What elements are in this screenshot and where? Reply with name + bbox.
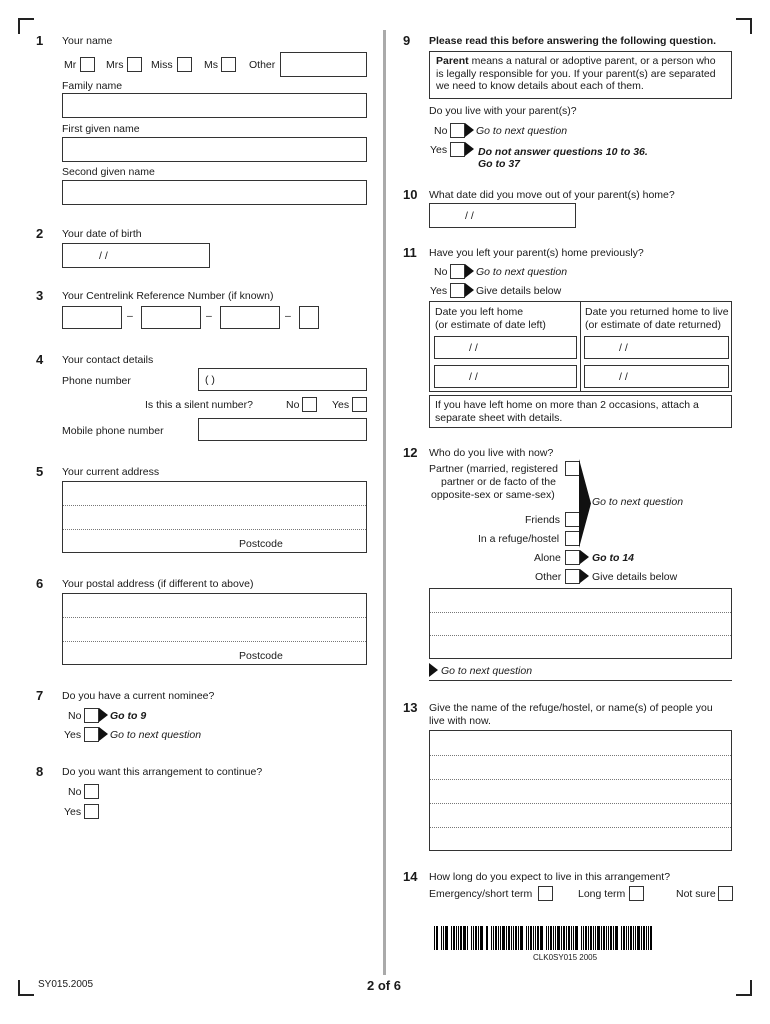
nominee-no-checkbox[interactable] xyxy=(84,708,99,723)
barcode-gap xyxy=(544,926,545,950)
refuge-checkbox[interactable] xyxy=(565,531,580,546)
barcode-bar xyxy=(557,926,560,950)
barcode-bar xyxy=(590,926,592,950)
title-other-label: Other xyxy=(249,59,276,71)
details-line-divider xyxy=(430,612,731,613)
barcode-gap xyxy=(489,926,490,950)
short-term-label: Emergency/short term xyxy=(429,888,533,900)
title-mr-label: Mr xyxy=(64,59,77,71)
title-miss-checkbox[interactable] xyxy=(177,57,192,72)
continue-no-label: No xyxy=(68,786,82,798)
q12-number: 12 xyxy=(403,445,418,460)
arrow-right-icon xyxy=(580,569,589,583)
postal-postcode-label: Postcode xyxy=(239,650,283,662)
barcode-bar xyxy=(513,926,514,950)
barcode-bar xyxy=(566,926,567,950)
barcode-bar xyxy=(486,926,488,950)
barcode-bar xyxy=(643,926,645,950)
q11-number: 11 xyxy=(403,245,417,260)
barcode-bar xyxy=(533,926,534,950)
silent-yes-checkbox[interactable] xyxy=(352,397,367,412)
barcode-bar xyxy=(526,926,527,950)
q8-number: 8 xyxy=(36,764,44,779)
crn-dash-2: – xyxy=(206,310,212,322)
barcode-bar xyxy=(641,926,642,950)
friends-checkbox[interactable] xyxy=(565,512,580,527)
crn-segment-3[interactable] xyxy=(220,306,280,329)
nominee-no-label: No xyxy=(68,710,82,722)
barcode-text: CLK0SY015 2005 xyxy=(533,953,598,962)
parent-definition-term: Parent xyxy=(436,55,469,67)
address-line-divider xyxy=(63,617,366,618)
barcode-bar xyxy=(561,926,562,950)
family-name-label: Family name xyxy=(62,80,123,92)
long-term-label: Long term xyxy=(578,888,626,900)
other-label: Other xyxy=(535,571,562,583)
arrow-right-icon xyxy=(465,283,474,297)
postal-address-field[interactable] xyxy=(62,593,367,665)
left-previously-no-checkbox[interactable] xyxy=(450,264,465,279)
move-out-date-field[interactable] xyxy=(429,203,576,228)
corner-mark-top-right xyxy=(736,18,752,34)
title-miss-label: Miss xyxy=(151,59,173,71)
q9-heading: Please read this before answering the following question. xyxy=(429,35,717,47)
family-name-field[interactable] xyxy=(62,93,367,118)
barcode-bar xyxy=(628,926,629,950)
title-ms-label: Ms xyxy=(204,59,218,71)
friends-label: Friends xyxy=(525,514,561,526)
other-checkbox[interactable] xyxy=(565,569,580,584)
barcode-bar xyxy=(575,926,578,950)
barcode-gap xyxy=(484,926,485,950)
nominee-no-goto: Go to 9 xyxy=(110,710,147,722)
date-left-header: Date you left home xyxy=(435,306,524,318)
barcode-bar xyxy=(473,926,474,950)
barcode-bar xyxy=(633,926,634,950)
silent-no-checkbox[interactable] xyxy=(302,397,317,412)
arrow-right-icon xyxy=(580,550,589,564)
barcode-bar xyxy=(528,926,529,950)
corner-mark-bottom-right xyxy=(736,980,752,996)
q1-number: 1 xyxy=(36,33,44,48)
barcode-bar xyxy=(530,926,532,950)
barcode-bar xyxy=(434,926,435,950)
barcode-bar xyxy=(506,926,507,950)
barcode-bar xyxy=(443,926,444,950)
barcode-bar xyxy=(601,926,602,950)
barcode-bar xyxy=(445,926,448,950)
q3-label: Your Centrelink Reference Number (if known) xyxy=(62,290,274,302)
parent-definition-text: means a natural or adoptive parent, or a person who is legally responsible for you. If your parent(s) are separated we need to know details about each of them. xyxy=(436,55,716,92)
date-mask: / / xyxy=(619,371,628,383)
barcode-bar xyxy=(637,926,640,950)
barcode-bar xyxy=(467,926,468,950)
barcode-bar xyxy=(480,926,483,950)
barcode-bar xyxy=(518,926,519,950)
page-number: 2 of 6 xyxy=(367,978,401,993)
details-line-divider xyxy=(430,803,731,804)
phone-area-mask: ( ) xyxy=(205,374,215,386)
section-rule xyxy=(429,680,732,681)
arrow-right-icon xyxy=(99,708,108,722)
barcode-bar xyxy=(585,926,587,950)
arrow-right-icon xyxy=(429,663,438,677)
phone-label: Phone number xyxy=(62,375,131,387)
q4-number: 4 xyxy=(36,352,44,367)
second-name-label: Second given name xyxy=(62,166,155,178)
barcode-bar xyxy=(478,926,479,950)
refuge-label: In a refuge/hostel xyxy=(478,533,560,545)
date-left-field-1[interactable] xyxy=(434,336,577,359)
q13-number: 13 xyxy=(403,700,418,715)
mobile-field[interactable] xyxy=(198,418,367,441)
barcode-bar xyxy=(608,926,609,950)
q2-number: 2 xyxy=(36,226,44,241)
date-returned-field-1[interactable] xyxy=(584,336,729,359)
crn-segment-2[interactable] xyxy=(141,306,201,329)
crn-dash-1: – xyxy=(127,310,133,322)
current-address-field[interactable] xyxy=(62,481,367,553)
q8-label: Do you want this arrangement to continue? xyxy=(62,766,263,778)
arrow-right-icon xyxy=(465,264,474,278)
nominee-yes-goto: Go to next question xyxy=(110,729,202,741)
barcode-bar xyxy=(646,926,647,950)
barcode-bar xyxy=(563,926,565,950)
barcode-bar xyxy=(635,926,636,950)
barcode-bar xyxy=(458,926,459,950)
date-of-birth-mask: / / xyxy=(99,250,108,262)
continue-yes-label: Yes xyxy=(64,806,82,818)
barcode-bar xyxy=(581,926,582,950)
crn-segment-1[interactable] xyxy=(62,306,122,329)
group-goto: Go to next question xyxy=(592,496,684,508)
arrow-right-icon xyxy=(99,727,108,741)
phone-field[interactable] xyxy=(198,368,367,391)
q10-label: What date did you move out of your parent(s) home? xyxy=(429,189,675,201)
date-left-subheader: (or estimate of date left) xyxy=(435,319,546,331)
q5-label: Your current address xyxy=(62,466,160,478)
left-previously-no-label: No xyxy=(434,266,448,278)
move-out-date-mask: / / xyxy=(465,210,474,222)
silent-yes-label: Yes xyxy=(332,399,350,411)
barcode-gap xyxy=(439,926,440,950)
people-live-with-field[interactable] xyxy=(429,730,732,851)
continue-yes-checkbox[interactable] xyxy=(84,804,99,819)
q13-label-line2: live with now. xyxy=(429,715,491,727)
left-previously-no-goto: Go to next question xyxy=(476,266,568,278)
q12-label: Who do you live with now? xyxy=(429,447,554,459)
date-mask: / / xyxy=(469,342,478,354)
q1-label: Your name xyxy=(62,35,113,47)
live-parents-yes-goto-2: Go to 37 xyxy=(478,158,521,170)
barcode-bar xyxy=(453,926,455,950)
arrow-right-icon xyxy=(465,123,474,137)
barcode-bar xyxy=(630,926,632,950)
second-name-field[interactable] xyxy=(62,180,367,205)
address-line-divider xyxy=(63,641,366,642)
not-sure-checkbox[interactable] xyxy=(718,886,733,901)
corner-mark-top-left xyxy=(18,18,34,34)
barcode xyxy=(434,926,704,950)
barcode-bar xyxy=(456,926,457,950)
title-ms-checkbox[interactable] xyxy=(221,57,236,72)
barcode-bar xyxy=(568,926,570,950)
barcode-bar xyxy=(540,926,543,950)
barcode-gap xyxy=(619,926,620,950)
barcode-bar xyxy=(621,926,622,950)
date-left-field-2[interactable] xyxy=(434,365,577,388)
alone-checkbox[interactable] xyxy=(565,550,580,565)
live-parents-no-label: No xyxy=(434,125,448,137)
live-parents-no-goto: Go to next question xyxy=(476,125,568,137)
q9-question: Do you live with your parent(s)? xyxy=(429,105,577,117)
barcode-bar xyxy=(606,926,607,950)
details-line-divider xyxy=(430,827,731,828)
live-parents-yes-label: Yes xyxy=(430,144,448,156)
partner-label-line1: Partner (married, registered xyxy=(429,463,558,475)
address-line-divider xyxy=(63,505,366,506)
left-previously-yes-checkbox[interactable] xyxy=(450,283,465,298)
barcode-bar xyxy=(493,926,494,950)
barcode-bar xyxy=(597,926,600,950)
barcode-bar xyxy=(546,926,547,950)
barcode-bar xyxy=(515,926,517,950)
barcode-bar xyxy=(451,926,452,950)
live-parents-no-checkbox[interactable] xyxy=(450,123,465,138)
other-details-field[interactable] xyxy=(429,588,732,659)
crn-check-digit[interactable] xyxy=(299,306,319,329)
continue-no-checkbox[interactable] xyxy=(84,784,99,799)
barcode-bar xyxy=(475,926,477,950)
date-returned-header: Date you returned home to live xyxy=(585,306,729,318)
barcode-bar xyxy=(571,926,572,950)
group-bracket-arrow-icon xyxy=(579,459,591,548)
title-mrs-checkbox[interactable] xyxy=(127,57,142,72)
alone-goto: Go to 14 xyxy=(592,552,635,564)
q6-number: 6 xyxy=(36,576,44,591)
current-postcode-label: Postcode xyxy=(239,538,283,550)
barcode-bar xyxy=(650,926,652,950)
details-line-divider xyxy=(430,635,731,636)
barcode-bar xyxy=(535,926,536,950)
details-line-divider xyxy=(430,779,731,780)
crn-dash-3: – xyxy=(285,310,291,322)
barcode-bar xyxy=(573,926,574,950)
barcode-bar xyxy=(615,926,618,950)
barcode-bar xyxy=(471,926,472,950)
barcode-bar xyxy=(495,926,497,950)
short-term-checkbox[interactable] xyxy=(538,886,553,901)
nominee-yes-label: Yes xyxy=(64,729,82,741)
barcode-bar xyxy=(537,926,539,950)
barcode-gap xyxy=(579,926,580,950)
barcode-bar xyxy=(648,926,649,950)
barcode-bar xyxy=(460,926,462,950)
partner-label-line2: partner or de facto of the xyxy=(441,476,556,488)
other-goto: Give details below xyxy=(592,571,678,583)
barcode-bar xyxy=(502,926,505,950)
left-previously-yes-label: Yes xyxy=(430,285,448,297)
details-line-divider xyxy=(430,755,731,756)
barcode-bar xyxy=(588,926,589,950)
q13-label-line1: Give the name of the refuge/hostel, or name(s) of people you xyxy=(429,702,713,714)
left-previously-yes-goto: Give details below xyxy=(476,285,562,297)
title-mrs-label: Mrs xyxy=(106,59,124,71)
barcode-bar xyxy=(520,926,523,950)
barcode-bar xyxy=(498,926,499,950)
q11-label: Have you left your parent(s) home previously? xyxy=(429,247,644,259)
partner-label-line3: opposite-sex or same-sex) xyxy=(431,489,555,501)
q4-label: Your contact details xyxy=(62,354,154,366)
q2-label: Your date of birth xyxy=(62,228,142,240)
barcode-bar xyxy=(508,926,510,950)
q6-label: Your postal address (if different to above) xyxy=(62,578,254,590)
corner-mark-bottom-left xyxy=(18,980,34,996)
mobile-label: Mobile phone number xyxy=(62,425,164,437)
form-code: SY015.2005 xyxy=(38,979,94,990)
barcode-gap xyxy=(449,926,450,950)
barcode-bar xyxy=(613,926,614,950)
barcode-bar xyxy=(623,926,625,950)
barcode-gap xyxy=(469,926,470,950)
previous-moves-note: If you have left home on more than 2 occasions, attach a separate sheet with details. xyxy=(429,395,732,428)
nominee-yes-checkbox[interactable] xyxy=(84,727,99,742)
barcode-bar xyxy=(626,926,627,950)
barcode-bar xyxy=(595,926,596,950)
q14-label: How long do you expect to live in this arrangement? xyxy=(429,871,671,883)
q7-number: 7 xyxy=(36,688,44,703)
barcode-bar xyxy=(436,926,438,950)
first-name-field[interactable] xyxy=(62,137,367,162)
first-name-label: First given name xyxy=(62,123,140,135)
q9-number: 9 xyxy=(403,33,411,48)
barcode-gap xyxy=(524,926,525,950)
barcode-bar xyxy=(463,926,466,950)
date-mask: / / xyxy=(619,342,628,354)
partner-checkbox[interactable] xyxy=(565,461,580,476)
date-mask: / / xyxy=(469,371,478,383)
date-returned-field-2[interactable] xyxy=(584,365,729,388)
barcode-bar xyxy=(491,926,492,950)
silent-number-label: Is this a silent number? xyxy=(145,399,253,411)
address-line-divider xyxy=(63,529,366,530)
q10-number: 10 xyxy=(403,187,418,202)
q14-number: 14 xyxy=(403,869,418,884)
q7-label: Do you have a current nominee? xyxy=(62,690,215,702)
not-sure-label: Not sure xyxy=(676,888,716,900)
long-term-checkbox[interactable] xyxy=(629,886,644,901)
title-other-field[interactable] xyxy=(280,52,367,77)
previous-moves-table xyxy=(429,301,732,392)
table-column-divider xyxy=(580,302,581,391)
parent-definition-box xyxy=(429,51,732,99)
date-returned-subheader: (or estimate of date returned) xyxy=(585,319,721,331)
q12-after-goto: Go to next question xyxy=(441,665,533,677)
live-parents-yes-checkbox[interactable] xyxy=(450,142,465,157)
alone-label: Alone xyxy=(534,552,561,564)
arrow-right-icon xyxy=(465,142,474,156)
column-divider xyxy=(383,30,386,975)
barcode-bar xyxy=(553,926,554,950)
silent-no-label: No xyxy=(286,399,300,411)
barcode-bar xyxy=(441,926,442,950)
barcode-bar xyxy=(548,926,549,950)
barcode-bar xyxy=(583,926,584,950)
barcode-bar xyxy=(550,926,552,950)
q5-number: 5 xyxy=(36,464,44,479)
q3-number: 3 xyxy=(36,288,44,303)
live-parents-yes-goto: Do not answer questions 10 to 36. xyxy=(478,146,648,158)
barcode-bar xyxy=(511,926,512,950)
date-of-birth-field[interactable] xyxy=(62,243,210,268)
barcode-bar xyxy=(500,926,501,950)
barcode-bar xyxy=(555,926,556,950)
title-mr-checkbox[interactable] xyxy=(80,57,95,72)
barcode-bar xyxy=(593,926,594,950)
barcode-bar xyxy=(610,926,612,950)
barcode-bar xyxy=(603,926,605,950)
